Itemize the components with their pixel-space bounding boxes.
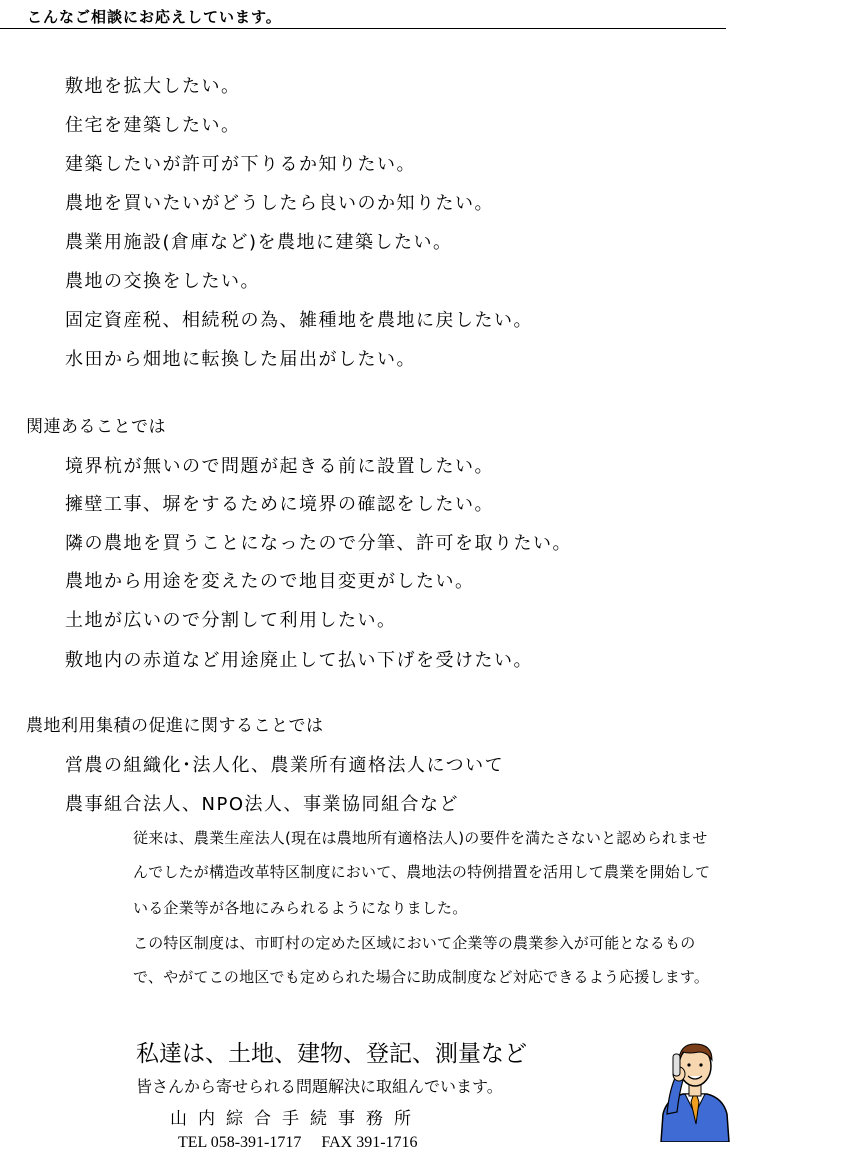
consult-item: 農地の交換をしたい。 — [65, 271, 260, 292]
related-item: 農地から用途を変えたので地目変更がしたい。 — [65, 571, 475, 592]
consult-item: 農業用施設(倉庫など)を農地に建築したい。 — [65, 232, 453, 253]
related-item: 擁壁工事、塀をするために境界の確認をしたい。 — [65, 494, 494, 515]
related-item: 土地が広いので分割して利用したい。 — [65, 610, 397, 631]
fax-number: FAX 391-1716 — [321, 1134, 418, 1151]
consult-item: 建築したいが許可が下りるか知りたい。 — [65, 154, 416, 175]
paragraph-line: いる企業等が各地にみられるようになりました。 — [133, 899, 468, 917]
consult-item: 水田から畑地に転換した届出がしたい。 — [65, 349, 416, 370]
paragraph-line: 従来は、農業生産法人(現在は農地所有適格法人)の要件を満たさないと認められませ — [133, 829, 708, 847]
businessman-on-phone-icon — [655, 1032, 735, 1142]
farmland-item: 営農の組織化･法人化、農業所有適格法人について — [65, 755, 505, 776]
related-item: 隣の農地を買うことになったので分筆、許可を取りたい。 — [65, 533, 572, 554]
related-item: 境界杭が無いので問題が起きる前に設置したい。 — [65, 456, 494, 477]
consult-item: 固定資産税、相続税の為、雑種地を農地に戻したい。 — [65, 310, 533, 331]
office-name: 山内綜合手続事務所 — [170, 1109, 422, 1129]
tel-number: TEL 058-391-1717 — [178, 1134, 302, 1151]
footer-main: 私達は、土地、建物、登記、測量など — [136, 1041, 527, 1067]
section-heading-related: 関連あることでは — [26, 417, 166, 437]
paragraph-line: この特区制度は、市町村の定めた区域において企業等の農業参入が可能となるもの — [133, 934, 696, 952]
consult-item: 住宅を建築したい。 — [65, 115, 241, 136]
consult-item: 敷地を拡大したい。 — [65, 76, 241, 97]
section-heading-farmland: 農地利用集積の促進に関することでは — [26, 716, 324, 736]
header-rule — [0, 28, 726, 29]
consult-item: 農地を買いたいがどうしたら良いのか知りたい。 — [65, 193, 494, 214]
contact-line — [178, 1134, 418, 1152]
footer-sub: 皆さんから寄せられる問題解決に取組んでいます。 — [136, 1077, 503, 1096]
paragraph-line: んでしたが構造改革特区制度において、農地法の特例措置を活用して農業を開始して — [133, 863, 711, 881]
paragraph-line: で、やがてこの地区でも定められた場合に助成制度など対応できるよう応援します。 — [133, 968, 710, 986]
farmland-item: 農事組合法人、NPO法人、事業協同組合など — [65, 794, 459, 815]
header-title: こんなご相談にお応えしています。 — [27, 8, 282, 26]
related-item: 敷地内の赤道など用途廃止して払い下げを受けたい。 — [65, 650, 533, 671]
